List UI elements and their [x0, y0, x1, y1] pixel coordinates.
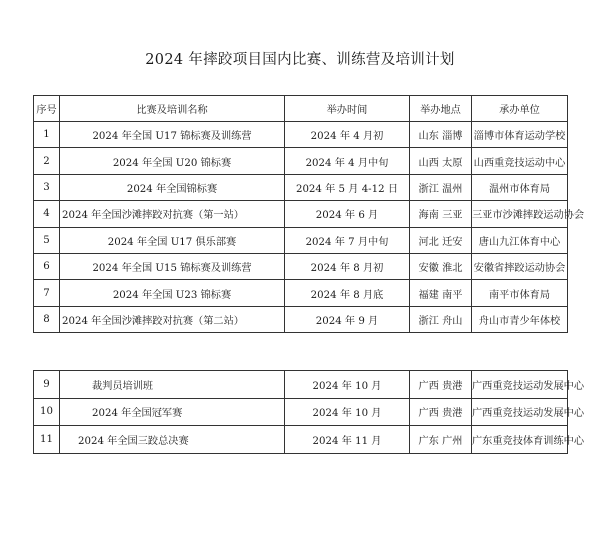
- page-title: 2024 年摔跤项目国内比赛、训练营及培训计划: [145, 52, 455, 68]
- cell-place: 广东 广州: [410, 426, 472, 454]
- table-row: [34, 398, 568, 426]
- cell-time: 2024 年 4 月初: [285, 122, 410, 148]
- cell-org: 山西重竞技运动中心: [472, 148, 568, 174]
- header-place: 举办地点: [410, 96, 472, 122]
- cell-name: 2024 年全国冠军赛: [60, 398, 285, 426]
- cell-no: 11: [34, 426, 60, 454]
- header-time: 举办时间: [285, 96, 410, 122]
- table-row: [34, 148, 568, 174]
- cell-place: 河北 迁安: [410, 227, 472, 253]
- table-row: [34, 122, 568, 148]
- cell-time: 2024 年 8 月初: [285, 253, 410, 279]
- cell-place: 海南 三亚: [410, 201, 472, 227]
- cell-place: 福建 南平: [410, 280, 472, 306]
- cell-name: 2024 年全国 U23 锦标赛: [60, 280, 285, 306]
- cell-name: 2024 年全国 U15 锦标赛及训练营: [60, 253, 285, 279]
- cell-place: 山东 淄博: [410, 122, 472, 148]
- cell-org: 唐山九江体育中心: [472, 227, 568, 253]
- cell-org: 安徽省摔跤运动协会: [472, 253, 568, 279]
- table-row: [34, 306, 568, 332]
- cell-org: 三亚市沙滩摔跤运动协会: [472, 201, 568, 227]
- table-row: [34, 371, 568, 399]
- cell-no: 1: [34, 122, 60, 148]
- cell-name: 2024 年全国锦标赛: [60, 174, 285, 200]
- header-no: 序号: [34, 96, 60, 122]
- cell-place: 浙江 舟山: [410, 306, 472, 332]
- table-row: [34, 280, 568, 306]
- table-row: [34, 201, 568, 227]
- cell-place: 浙江 温州: [410, 174, 472, 200]
- cell-org: 南平市体育局: [472, 280, 568, 306]
- cell-no: 10: [34, 398, 60, 426]
- cell-time: 2024 年 11 月: [285, 426, 410, 454]
- cell-no: 8: [34, 306, 60, 332]
- cell-place: 广西 贵港: [410, 398, 472, 426]
- cell-place: 山西 太原: [410, 148, 472, 174]
- cell-no: 9: [34, 371, 60, 399]
- cell-time: 2024 年 6 月: [285, 201, 410, 227]
- table-row: [34, 227, 568, 253]
- cell-no: 2: [34, 148, 60, 174]
- cell-org: 广西重竞技运动发展中心: [472, 398, 568, 426]
- cell-org: 广东重竞技体育训练中心: [472, 426, 568, 454]
- cell-time: 2024 年 7 月中旬: [285, 227, 410, 253]
- cell-name: 裁判员培训班: [60, 371, 285, 399]
- cell-name: 2024 年全国沙滩摔跤对抗赛（第二站）: [60, 306, 285, 332]
- cell-no: 7: [34, 280, 60, 306]
- cell-org: 温州市体育局: [472, 174, 568, 200]
- cell-no: 4: [34, 201, 60, 227]
- cell-org: 淄博市体育运动学校: [472, 122, 568, 148]
- cell-org: 广西重竞技运动发展中心: [472, 371, 568, 399]
- cell-place: 安徽 淮北: [410, 253, 472, 279]
- table-row: [34, 253, 568, 279]
- cell-org: 舟山市青少年体校: [472, 306, 568, 332]
- cell-name: 2024 年全国 U17 锦标赛及训练营: [60, 122, 285, 148]
- cell-no: 6: [34, 253, 60, 279]
- cell-name: 2024 年全国 U20 锦标赛: [60, 148, 285, 174]
- cell-name: 2024 年全国三跤总决赛: [60, 426, 285, 454]
- cell-time: 2024 年 10 月: [285, 398, 410, 426]
- cell-time: 2024 年 9 月: [285, 306, 410, 332]
- table-header-row: [34, 96, 568, 122]
- table-row: [34, 426, 568, 454]
- cell-name: 2024 年全国 U17 俱乐部赛: [60, 227, 285, 253]
- header-name: 比赛及培训名称: [60, 96, 285, 122]
- cell-time: 2024 年 4 月中旬: [285, 148, 410, 174]
- cell-no: 3: [34, 174, 60, 200]
- schedule-table: [33, 95, 585, 333]
- cell-no: 5: [34, 227, 60, 253]
- cell-time: 2024 年 10 月: [285, 371, 410, 399]
- cell-time: 2024 年 5 月 4-12 日: [285, 174, 410, 200]
- header-org: 承办单位: [472, 96, 568, 122]
- cell-place: 广西 贵港: [410, 371, 472, 399]
- cell-name: 2024 年全国沙滩摔跤对抗赛（第一站）: [60, 201, 285, 227]
- schedule-table-continued: [33, 370, 585, 454]
- table-row: [34, 174, 568, 200]
- cell-time: 2024 年 8 月底: [285, 280, 410, 306]
